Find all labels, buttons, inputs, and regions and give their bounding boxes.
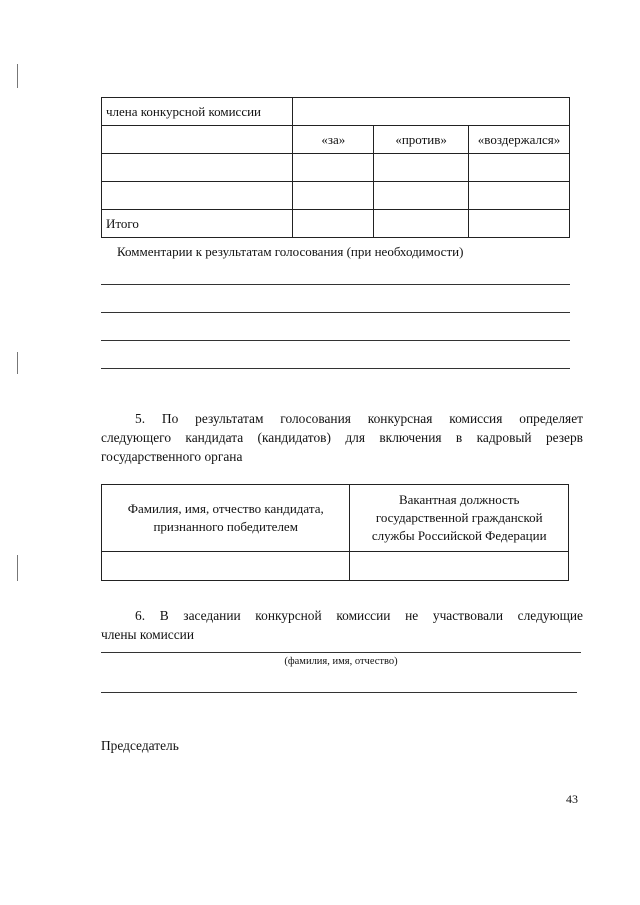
names-line xyxy=(101,692,577,693)
scan-artifact xyxy=(17,352,18,374)
comment-line xyxy=(101,284,570,285)
table-row xyxy=(102,98,570,126)
header-line: Фамилия, имя, отчество кандидата, xyxy=(127,501,324,516)
member-header-cell: члена конкурсной комиссии xyxy=(102,98,293,126)
blank-cell xyxy=(469,210,570,238)
col-for-header: «за» xyxy=(293,126,374,154)
candidate-table xyxy=(101,484,569,581)
blank-cell xyxy=(102,154,293,182)
table-row xyxy=(102,126,570,154)
blank-cell xyxy=(293,210,374,238)
total-label-cell: Итого xyxy=(102,210,293,238)
comment-line xyxy=(101,340,570,341)
comment-line xyxy=(101,312,570,313)
col-against-header: «против» xyxy=(374,126,469,154)
blank-cell xyxy=(102,126,293,154)
table-row xyxy=(102,210,570,238)
header-line: Вакантная должность xyxy=(398,492,520,507)
blank-cell xyxy=(350,552,569,581)
candidate-name-header xyxy=(102,485,350,552)
blank-cell xyxy=(374,210,469,238)
paragraph-line: члены комиссии xyxy=(101,627,194,642)
blank-cell xyxy=(102,182,293,210)
col-abstain-header: «воздержался» xyxy=(469,126,570,154)
blank-cell xyxy=(293,154,374,182)
blank-cell xyxy=(469,182,570,210)
vacant-position-header xyxy=(350,485,569,552)
paragraph-line: государственного органа xyxy=(101,449,243,464)
scan-artifact xyxy=(17,555,18,581)
paragraph-line: следующего кандидата (кандидатов) для включения в кадровый резерв xyxy=(101,430,583,445)
table-row xyxy=(102,182,570,210)
blank-cell xyxy=(293,182,374,210)
blank-cell xyxy=(374,154,469,182)
header-line: признанного победителем xyxy=(153,519,298,534)
comments-label: Комментарии к результатам голосования (при необходимости) xyxy=(117,244,464,259)
header-line: службы Российской Федерации xyxy=(371,528,547,543)
comment-line xyxy=(101,368,570,369)
header-blank-cell xyxy=(293,98,570,126)
blank-cell xyxy=(374,182,469,210)
paragraph-line: 5. По результатам голосования конкурсная комиссия определяет xyxy=(135,411,583,426)
blank-cell xyxy=(102,552,350,581)
section-5-paragraph xyxy=(101,409,583,466)
names-line xyxy=(101,652,581,653)
paragraph-line: 6. В заседании конкурсной комиссии не участвовали следующие xyxy=(135,608,583,623)
table-row xyxy=(102,154,570,182)
header-line: государственной гражданской xyxy=(375,510,543,525)
scan-artifact xyxy=(17,64,18,88)
table-row xyxy=(102,552,569,581)
page-number: 43 xyxy=(566,792,578,806)
names-caption: (фамилия, имя, отчество) xyxy=(284,656,398,667)
blank-cell xyxy=(469,154,570,182)
chairman-label: Председатель xyxy=(101,738,179,753)
voting-results-table xyxy=(101,97,570,238)
section-6-paragraph xyxy=(101,606,583,644)
table-row xyxy=(102,485,569,552)
